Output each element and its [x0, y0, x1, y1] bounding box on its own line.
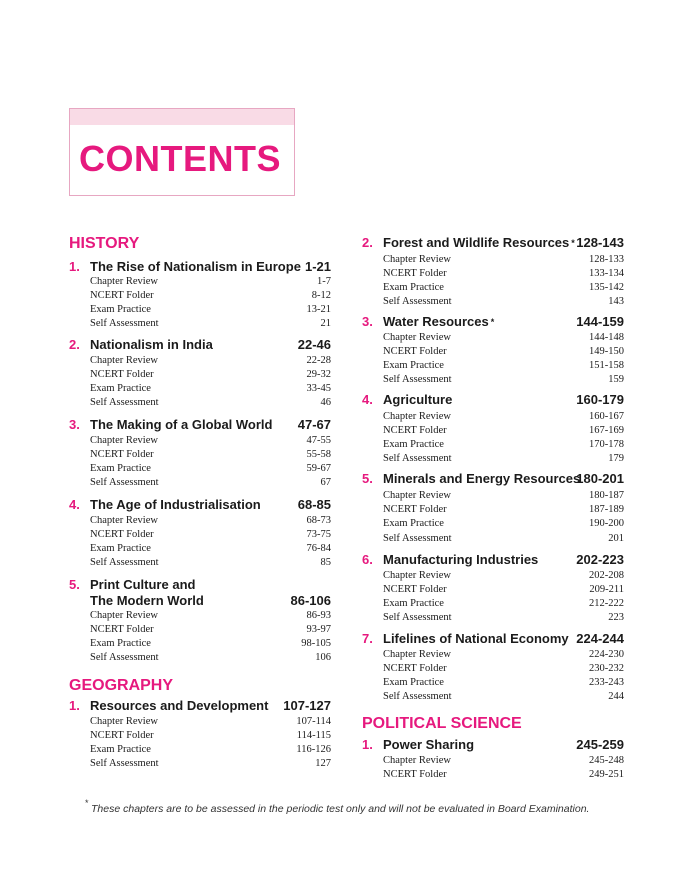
chapter-number: 6.: [362, 552, 373, 567]
chapter-title: [90, 577, 204, 609]
section-pages: 224-230: [589, 649, 624, 660]
chapter-number: 5.: [69, 577, 80, 592]
section-pages: 244: [608, 691, 624, 702]
chapter-pages: 22-46: [297, 337, 331, 352]
section-pages: 233-243: [589, 677, 624, 688]
chapter-title: Minerals and Energy Resources: [383, 471, 581, 486]
chapter-number: 1.: [69, 259, 80, 274]
section-pages: 59-67: [306, 463, 331, 474]
chapter-title: Agriculture: [383, 392, 453, 407]
section-label: Exam Practice: [90, 463, 151, 474]
section-label: NCERT Folder: [90, 624, 154, 635]
section-pages: 245-248: [589, 755, 624, 766]
chapter-number: 2.: [69, 337, 80, 352]
section-label: Self Assessment: [90, 318, 159, 329]
section-label: Chapter Review: [383, 332, 451, 343]
section-label: Exam Practice: [90, 638, 151, 649]
section-pages: 223: [608, 612, 624, 623]
section-pages: 33-45: [306, 383, 331, 394]
section-label: NCERT Folder: [383, 346, 447, 357]
chapter-title: Lifelines of National Economy: [383, 631, 569, 646]
section-pages: 86-93: [306, 610, 331, 621]
chapter-title: [383, 314, 494, 330]
section-pages: 47-55: [306, 435, 331, 446]
section-label: Chapter Review: [90, 435, 158, 446]
section-label: Self Assessment: [383, 296, 452, 307]
chapter-number: 3.: [69, 417, 80, 432]
section-pages: 170-178: [589, 439, 624, 450]
section-pages: 55-58: [306, 449, 331, 460]
section-pages: 46: [320, 397, 331, 408]
section-label: Exam Practice: [90, 383, 151, 394]
chapter-title: The Making of a Global World: [90, 417, 273, 432]
section-pages: 98-105: [301, 638, 331, 649]
section-pages: 135-142: [589, 282, 624, 293]
section-pages: 114-115: [296, 730, 331, 741]
chapter-title: The Age of Industrialisation: [90, 497, 261, 512]
section-pages: 159: [608, 374, 624, 385]
section-pages: 8-12: [311, 290, 331, 301]
chapter-pages: 160-179: [576, 392, 624, 407]
section-label: Chapter Review: [383, 755, 451, 766]
section-pages: 212-222: [589, 598, 624, 609]
section-pages: 116-126: [296, 744, 331, 755]
section-label: Chapter Review: [90, 610, 158, 621]
section-label: Self Assessment: [383, 453, 452, 464]
section-pages: 202-208: [589, 570, 624, 581]
footnote: [85, 798, 590, 815]
chapter-number: 3.: [362, 314, 373, 329]
section-label: NCERT Folder: [90, 449, 154, 460]
section-label: Chapter Review: [90, 515, 158, 526]
section-label: Self Assessment: [90, 652, 159, 663]
section-pages: 167-169: [589, 425, 624, 436]
chapter-number: 4.: [69, 497, 80, 512]
section-pages: 249-251: [589, 769, 624, 780]
section-label: Self Assessment: [90, 758, 159, 769]
chapter-number: 5.: [362, 471, 373, 486]
section-pages: 160-167: [589, 411, 624, 422]
section-label: Exam Practice: [90, 744, 151, 755]
section-pages: 107-114: [296, 716, 331, 727]
section-pages: 133-134: [589, 268, 624, 279]
section-label: Exam Practice: [383, 677, 444, 688]
section-label: Self Assessment: [90, 397, 159, 408]
section-label: NCERT Folder: [383, 663, 447, 674]
chapter-title: Nationalism in India: [90, 337, 213, 352]
section-pages: 13-21: [306, 304, 331, 315]
chapter-pages: 144-159: [576, 314, 624, 329]
section-label: Exam Practice: [90, 543, 151, 554]
section-pages: 190-200: [589, 518, 624, 529]
chapter-title-text: Forest and Wildlife Resources: [383, 235, 570, 250]
chapter-pages: 107-127: [283, 698, 331, 713]
page-title: CONTENTS: [79, 138, 281, 179]
section-label: Exam Practice: [383, 360, 444, 371]
section-pages: 149-150: [589, 346, 624, 357]
section-pages: 209-211: [589, 584, 624, 595]
chapter-pages: 68-85: [297, 497, 331, 512]
section-label: Exam Practice: [383, 518, 444, 529]
chapter-number: 1.: [362, 737, 373, 752]
section-pages: 67: [320, 477, 331, 488]
section-label: NCERT Folder: [383, 584, 447, 595]
chapter-pages: 224-244: [576, 631, 624, 646]
section-pages: 85: [320, 557, 331, 568]
section-pages: 179: [608, 453, 624, 464]
chapter-title: Resources and Development: [90, 698, 269, 713]
section-label: NCERT Folder: [90, 730, 154, 741]
section-label: NCERT Folder: [383, 268, 447, 279]
section-label: Self Assessment: [383, 533, 452, 544]
contents-title-box: [69, 108, 295, 196]
section-pages: 21: [320, 318, 331, 329]
section-label: NCERT Folder: [90, 529, 154, 540]
chapter-title-text: Water Resources: [383, 314, 489, 329]
section-label: NCERT Folder: [383, 769, 447, 780]
section-pages: 143: [608, 296, 624, 307]
chapter-title: [383, 235, 575, 251]
section-label: NCERT Folder: [383, 504, 447, 515]
footnote-text: These chapters are to be assessed in the periodic test only and will not be evaluated in Board Examination.: [91, 803, 590, 815]
section-pages: 1-7: [317, 276, 331, 287]
section-pages: 201: [608, 533, 624, 544]
section-label: NCERT Folder: [90, 290, 154, 301]
section-label: Chapter Review: [383, 490, 451, 501]
section-pages: 76-84: [306, 543, 331, 554]
section-pages: 22-28: [306, 355, 331, 366]
chapter-pages: 1-21: [304, 259, 331, 274]
section-pages: 29-32: [306, 369, 331, 380]
section-heading-history: HISTORY: [69, 235, 140, 252]
section-label: NCERT Folder: [383, 425, 447, 436]
chapter-pages: 86-106: [290, 593, 331, 608]
asterisk-icon: *: [571, 238, 575, 248]
section-label: Chapter Review: [383, 649, 451, 660]
chapter-pages: 245-259: [576, 737, 624, 752]
section-label: Chapter Review: [90, 355, 158, 366]
section-label: Chapter Review: [383, 411, 451, 422]
asterisk-icon: *: [490, 317, 495, 327]
chapter-title-line-1: Print Culture and: [90, 577, 196, 592]
section-label: Exam Practice: [383, 282, 444, 293]
chapter-title-line-2: The Modern World: [90, 593, 204, 608]
chapter-pages: 202-223: [576, 552, 624, 567]
section-label: Exam Practice: [383, 598, 444, 609]
chapter-number: 1.: [69, 698, 80, 713]
section-pages: 68-73: [306, 515, 331, 526]
section-label: NCERT Folder: [90, 369, 154, 380]
section-label: Exam Practice: [383, 439, 444, 450]
section-label: Chapter Review: [90, 276, 158, 287]
chapter-title: The Rise of Nationalism in Europe: [90, 259, 301, 274]
chapter-number: 7.: [362, 631, 373, 646]
section-pages: 151-158: [589, 360, 624, 371]
section-label: Self Assessment: [383, 374, 452, 385]
section-pages: 144-148: [589, 332, 624, 343]
section-label: Self Assessment: [90, 557, 159, 568]
section-label: Exam Practice: [90, 304, 151, 315]
chapter-pages: 180-201: [576, 471, 624, 486]
chapter-title: Manufacturing Industries: [383, 552, 539, 567]
section-pages: 106: [315, 652, 331, 663]
section-pages: 127: [315, 758, 331, 769]
chapter-pages: 128-143: [576, 235, 624, 250]
section-pages: 93-97: [306, 624, 331, 635]
section-label: Self Assessment: [90, 477, 159, 488]
section-pages: 128-133: [589, 254, 624, 265]
chapter-number: 4.: [362, 392, 373, 407]
section-heading-political-science: POLITICAL SCIENCE: [362, 715, 522, 732]
chapter-title: Power Sharing: [383, 737, 475, 752]
chapter-number: 2.: [362, 235, 373, 250]
section-label: Chapter Review: [383, 570, 451, 581]
section-label: Chapter Review: [90, 716, 158, 727]
title-band: [70, 109, 294, 125]
asterisk-icon: *: [85, 798, 89, 808]
section-pages: 187-189: [589, 504, 624, 515]
section-label: Self Assessment: [383, 612, 452, 623]
section-pages: 73-75: [306, 529, 331, 540]
chapter-pages: 47-67: [297, 417, 331, 432]
section-pages: 180-187: [589, 490, 624, 501]
section-pages: 230-232: [589, 663, 624, 674]
section-heading-geography: GEOGRAPHY: [69, 677, 174, 694]
section-label: Self Assessment: [383, 691, 452, 702]
section-label: Chapter Review: [383, 254, 451, 265]
